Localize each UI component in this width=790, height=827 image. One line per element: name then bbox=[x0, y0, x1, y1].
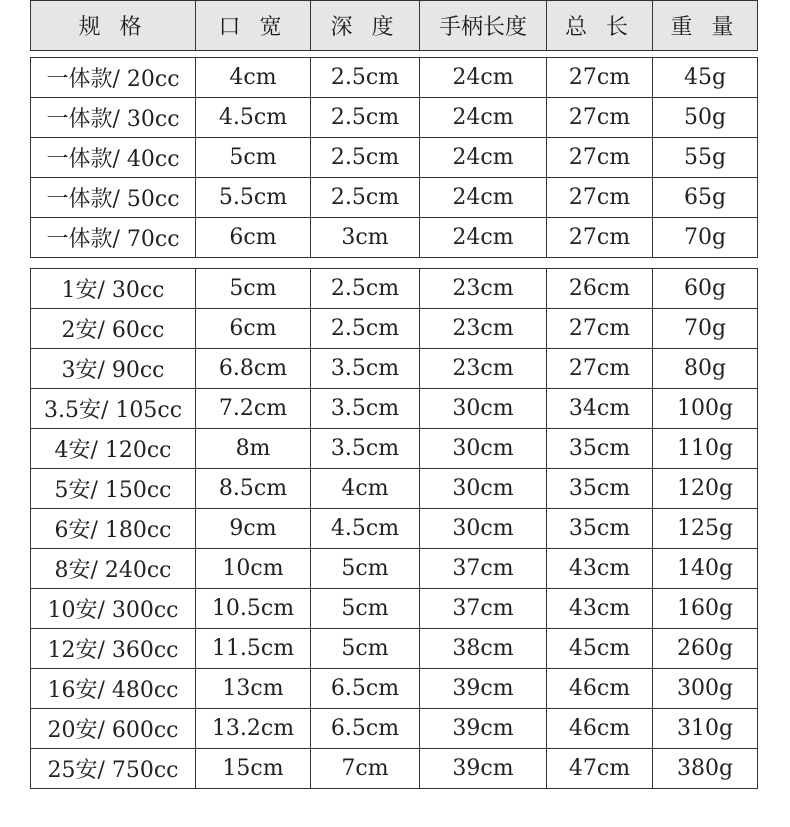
cell-total-length: 35cm bbox=[547, 429, 653, 469]
cell-mouth-width: 15cm bbox=[196, 749, 311, 789]
cell-weight: 310g bbox=[653, 709, 758, 749]
cell-mouth-width: 13cm bbox=[196, 669, 311, 709]
cell-handle-length: 39cm bbox=[420, 709, 547, 749]
cell-spec: 3.5安/ 105cc bbox=[31, 389, 196, 429]
header-total-length: 总 长 bbox=[547, 1, 653, 51]
cell-handle-length: 39cm bbox=[420, 749, 547, 789]
cell-handle-length: 30cm bbox=[420, 509, 547, 549]
cell-handle-length: 38cm bbox=[420, 629, 547, 669]
cell-mouth-width: 10.5cm bbox=[196, 589, 311, 629]
cell-total-length: 46cm bbox=[547, 709, 653, 749]
cell-handle-length: 37cm bbox=[420, 589, 547, 629]
table-row bbox=[31, 349, 758, 389]
cell-depth: 4.5cm bbox=[311, 509, 420, 549]
table-row bbox=[31, 309, 758, 349]
cell-depth: 7cm bbox=[311, 749, 420, 789]
cell-spec: 4安/ 120cc bbox=[31, 429, 196, 469]
cell-handle-length: 37cm bbox=[420, 549, 547, 589]
cell-handle-length: 24cm bbox=[420, 138, 547, 178]
cell-total-length: 47cm bbox=[547, 749, 653, 789]
table-row bbox=[31, 218, 758, 258]
cell-mouth-width: 13.2cm bbox=[196, 709, 311, 749]
cell-spec: 8安/ 240cc bbox=[31, 549, 196, 589]
cell-handle-length: 23cm bbox=[420, 349, 547, 389]
cell-weight: 70g bbox=[653, 309, 758, 349]
cell-handle-length: 39cm bbox=[420, 669, 547, 709]
cell-total-length: 27cm bbox=[547, 138, 653, 178]
cell-depth: 2.5cm bbox=[311, 269, 420, 309]
cell-weight: 100g bbox=[653, 389, 758, 429]
cell-total-length: 26cm bbox=[547, 269, 653, 309]
cell-spec: 2安/ 60cc bbox=[31, 309, 196, 349]
header-spec: 规 格 bbox=[31, 1, 196, 51]
table-row bbox=[31, 98, 758, 138]
cell-depth: 4cm bbox=[311, 469, 420, 509]
cell-weight: 70g bbox=[653, 218, 758, 258]
cell-total-length: 43cm bbox=[547, 589, 653, 629]
cell-spec: 一体款/ 70cc bbox=[31, 218, 196, 258]
cell-mouth-width: 11.5cm bbox=[196, 629, 311, 669]
cell-depth: 2.5cm bbox=[311, 138, 420, 178]
cell-mouth-width: 8m bbox=[196, 429, 311, 469]
cell-handle-length: 24cm bbox=[420, 178, 547, 218]
cell-mouth-width: 7.2cm bbox=[196, 389, 311, 429]
cell-weight: 50g bbox=[653, 98, 758, 138]
cell-mouth-width: 6.8cm bbox=[196, 349, 311, 389]
cell-total-length: 35cm bbox=[547, 509, 653, 549]
cell-spec: 20安/ 600cc bbox=[31, 709, 196, 749]
header-handle-length: 手柄长度 bbox=[420, 1, 547, 51]
cell-spec: 一体款/ 50cc bbox=[31, 178, 196, 218]
cell-weight: 380g bbox=[653, 749, 758, 789]
cell-handle-length: 30cm bbox=[420, 469, 547, 509]
cell-handle-length: 23cm bbox=[420, 269, 547, 309]
cell-depth: 6.5cm bbox=[311, 709, 420, 749]
cell-spec: 一体款/ 40cc bbox=[31, 138, 196, 178]
cell-handle-length: 24cm bbox=[420, 58, 547, 98]
cell-mouth-width: 8.5cm bbox=[196, 469, 311, 509]
cell-spec: 3安/ 90cc bbox=[31, 349, 196, 389]
cell-weight: 300g bbox=[653, 669, 758, 709]
cell-mouth-width: 6cm bbox=[196, 309, 311, 349]
cell-total-length: 27cm bbox=[547, 178, 653, 218]
cell-total-length: 27cm bbox=[547, 58, 653, 98]
cell-depth: 3cm bbox=[311, 218, 420, 258]
cell-depth: 2.5cm bbox=[311, 98, 420, 138]
cell-handle-length: 24cm bbox=[420, 98, 547, 138]
cell-mouth-width: 4cm bbox=[196, 58, 311, 98]
cell-spec: 一体款/ 20cc bbox=[31, 58, 196, 98]
cell-mouth-width: 9cm bbox=[196, 509, 311, 549]
cell-mouth-width: 5.5cm bbox=[196, 178, 311, 218]
table-row bbox=[31, 178, 758, 218]
cell-depth: 2.5cm bbox=[311, 178, 420, 218]
cell-total-length: 43cm bbox=[547, 549, 653, 589]
header-row bbox=[31, 1, 758, 51]
cell-weight: 45g bbox=[653, 58, 758, 98]
cell-weight: 60g bbox=[653, 269, 758, 309]
cell-handle-length: 30cm bbox=[420, 389, 547, 429]
cell-mouth-width: 10cm bbox=[196, 549, 311, 589]
cell-total-length: 34cm bbox=[547, 389, 653, 429]
cell-weight: 65g bbox=[653, 178, 758, 218]
cell-depth: 3.5cm bbox=[311, 349, 420, 389]
cell-total-length: 45cm bbox=[547, 629, 653, 669]
table-row bbox=[31, 429, 758, 469]
table-row bbox=[31, 549, 758, 589]
cell-spec: 10安/ 300cc bbox=[31, 589, 196, 629]
table-row bbox=[31, 749, 758, 789]
cell-spec: 12安/ 360cc bbox=[31, 629, 196, 669]
cell-depth: 6.5cm bbox=[311, 669, 420, 709]
header-depth: 深 度 bbox=[311, 1, 420, 51]
cell-depth: 3.5cm bbox=[311, 389, 420, 429]
table-row bbox=[31, 389, 758, 429]
header-weight: 重 量 bbox=[653, 1, 758, 51]
cell-spec: 一体款/ 30cc bbox=[31, 98, 196, 138]
cell-depth: 5cm bbox=[311, 629, 420, 669]
cell-total-length: 35cm bbox=[547, 469, 653, 509]
cell-weight: 110g bbox=[653, 429, 758, 469]
spec-table-group-ounce bbox=[30, 268, 758, 789]
cell-depth: 5cm bbox=[311, 549, 420, 589]
cell-weight: 125g bbox=[653, 509, 758, 549]
cell-weight: 55g bbox=[653, 138, 758, 178]
cell-depth: 3.5cm bbox=[311, 429, 420, 469]
table-row bbox=[31, 469, 758, 509]
cell-spec: 6安/ 180cc bbox=[31, 509, 196, 549]
cell-mouth-width: 6cm bbox=[196, 218, 311, 258]
cell-spec: 5安/ 150cc bbox=[31, 469, 196, 509]
table-row bbox=[31, 669, 758, 709]
cell-mouth-width: 4.5cm bbox=[196, 98, 311, 138]
table-row bbox=[31, 589, 758, 629]
cell-total-length: 27cm bbox=[547, 218, 653, 258]
cell-total-length: 27cm bbox=[547, 309, 653, 349]
table-row bbox=[31, 269, 758, 309]
cell-handle-length: 24cm bbox=[420, 218, 547, 258]
table-row bbox=[31, 629, 758, 669]
table-row bbox=[31, 58, 758, 98]
table-row bbox=[31, 709, 758, 749]
cell-handle-length: 23cm bbox=[420, 309, 547, 349]
cell-weight: 120g bbox=[653, 469, 758, 509]
cell-weight: 160g bbox=[653, 589, 758, 629]
cell-total-length: 27cm bbox=[547, 98, 653, 138]
header-mouth-width: 口 宽 bbox=[196, 1, 311, 51]
cell-weight: 140g bbox=[653, 549, 758, 589]
cell-depth: 2.5cm bbox=[311, 309, 420, 349]
cell-weight: 260g bbox=[653, 629, 758, 669]
table-row bbox=[31, 509, 758, 549]
spec-table-header bbox=[30, 0, 758, 51]
cell-mouth-width: 5cm bbox=[196, 138, 311, 178]
cell-spec: 1安/ 30cc bbox=[31, 269, 196, 309]
cell-handle-length: 30cm bbox=[420, 429, 547, 469]
cell-total-length: 27cm bbox=[547, 349, 653, 389]
cell-weight: 80g bbox=[653, 349, 758, 389]
cell-spec: 25安/ 750cc bbox=[31, 749, 196, 789]
cell-spec: 16安/ 480cc bbox=[31, 669, 196, 709]
cell-mouth-width: 5cm bbox=[196, 269, 311, 309]
cell-total-length: 46cm bbox=[547, 669, 653, 709]
table-row bbox=[31, 138, 758, 178]
spec-table-group-one-piece bbox=[30, 57, 758, 258]
cell-depth: 2.5cm bbox=[311, 58, 420, 98]
cell-depth: 5cm bbox=[311, 589, 420, 629]
